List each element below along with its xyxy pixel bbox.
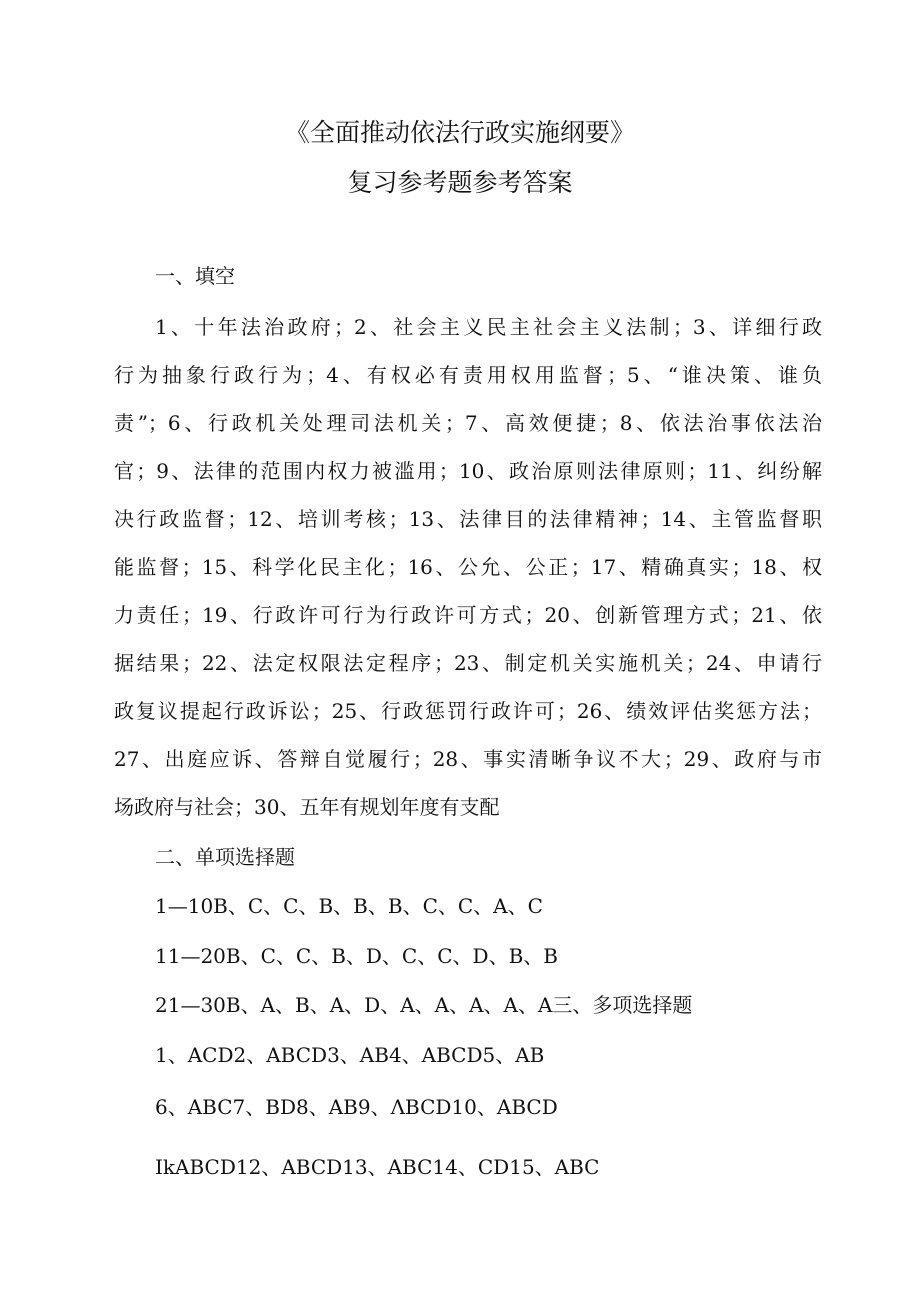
answer-line-text: 1、十年法治政府；2、社会主义民主社会主义法制；3、详细行政 bbox=[155, 315, 822, 339]
section-heading-single-choice: 二、单项选择题 bbox=[155, 845, 295, 869]
multi-choice-answers: 1、ACD2、ABCD3、AB4、ABCD5、AB bbox=[155, 1043, 545, 1067]
answer-line bbox=[114, 649, 822, 677]
answer-line bbox=[114, 553, 822, 581]
section-heading-fill-in: 一、填空 bbox=[155, 264, 235, 288]
single-choice-answers: 21—30B、A、B、A、D、A、A、A、A、A三、多项选择题 bbox=[155, 993, 693, 1017]
answer-line-text: 行为抽象行政行为；4、有权必有责用权用监督；5、“谁决策、谁负 bbox=[114, 363, 822, 387]
answer-line-text: 决行政监督；12、培训考核；13、法律目的法律精神；14、主管监督职 bbox=[114, 507, 822, 531]
answer-line-text: 政复议提起行政诉讼；25、行政惩罚行政许可；26、绩效评估奖惩方法； bbox=[114, 699, 822, 723]
single-choice-answers: 11—20B、C、C、B、D、C、C、D、B、B bbox=[155, 944, 558, 968]
answer-line-text: 能监督；15、科学化民主化；16、公允、公正；17、精确真实；18、权 bbox=[114, 555, 822, 579]
answer-line bbox=[114, 745, 822, 773]
answer-line bbox=[114, 409, 822, 437]
multi-choice-answers: IkABCD12、ABCD13、ABC14、CD15、ABC bbox=[155, 1155, 600, 1179]
answer-line-text: 责”；6、行政机关处理司法机关；7、高效便捷；8、依法治事依法治 bbox=[114, 411, 822, 435]
multi-choice-answers: 6、ABC7、BD8、AB9、ΛBCD10、ABCD bbox=[155, 1095, 558, 1119]
answer-line-last: 场政府与社会；30、五年有规划年度有支配 bbox=[114, 795, 500, 819]
document-subtitle: 复习参考题参考答案 bbox=[347, 168, 573, 197]
answer-line bbox=[114, 505, 822, 533]
answer-line bbox=[114, 361, 822, 389]
single-choice-answers: 1—10B、C、C、B、B、B、C、C、A、C bbox=[155, 894, 543, 918]
answer-line-text: 27、出庭应诉、答辩自觉履行；28、事实清晰争议不大；29、政府与市 bbox=[114, 747, 822, 771]
answer-line bbox=[114, 601, 822, 629]
answer-line-text: 力责任；19、行政许可行为行政许可方式；20、创新管理方式；21、依 bbox=[114, 603, 822, 627]
answer-line bbox=[114, 457, 822, 485]
answer-line bbox=[114, 697, 822, 725]
answer-line bbox=[155, 313, 822, 341]
document-title: 《全面推动依法行政实施纲要》 bbox=[284, 118, 635, 147]
answer-line-text: 官；9、法律的范围内权力被滥用；10、政治原则法律原则；11、纠纷解 bbox=[114, 459, 822, 483]
answer-line-text: 据结果；22、法定权限法定程序；23、制定机关实施机关；24、申请行 bbox=[114, 651, 822, 675]
